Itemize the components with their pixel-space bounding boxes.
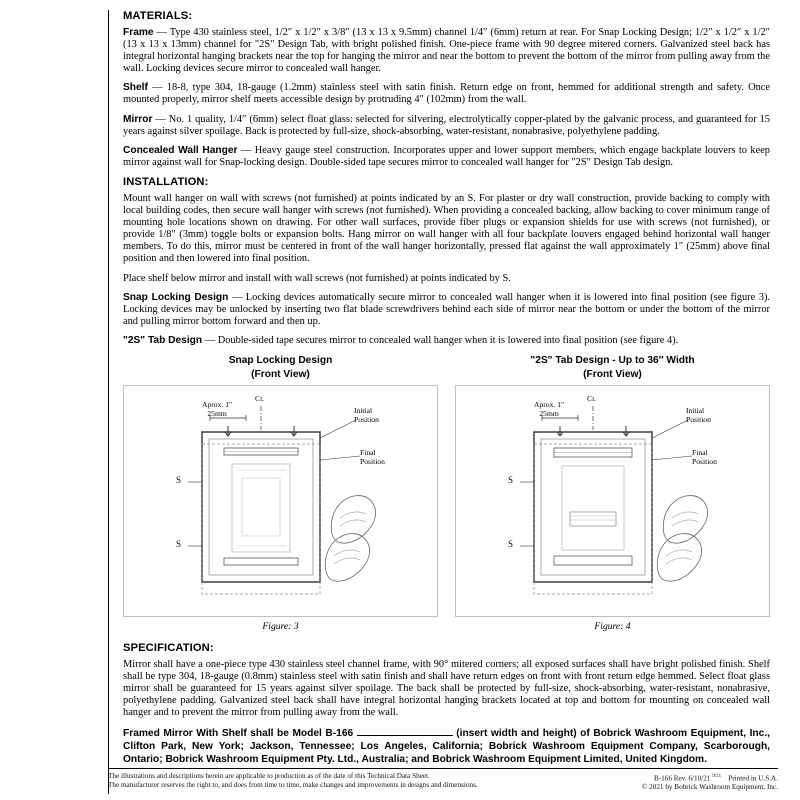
- materials-item-shelf-dash: —: [147, 82, 167, 94]
- footer-disclaimer-line-1: The illustrations and descriptions herein are applicable to production as of the date of this Technical Data Sheet.: [108, 771, 430, 780]
- figure-4-drawing: [455, 385, 770, 617]
- installation-item-snap-locking-text: Locking devices automatically secure mirror to concealed wall hanger when it is lowered into final position (see figure 3). Locking devices may be unlocked by inserting two flat blade screwdrivers behind each side of mirror near the bottom or under the bottom of the mirror and pulling mirror bottom forward and then up.: [123, 291, 771, 327]
- specification-model-blank: [357, 726, 453, 736]
- installation-heading: INSTALLATION:: [123, 175, 209, 188]
- installation-paragraph-2: Place shelf below mirror and install with wall screws (not furnished) at points indicated by S.: [123, 272, 511, 284]
- footer-disclaimer: [108, 772, 523, 792]
- installation-item-2s-tab-label: "2S" Tab Design: [123, 334, 203, 346]
- figures-row: [123, 355, 770, 632]
- footer-copyright: © 2021 by Bobrick Washroom Equipment, Inc.: [641, 783, 778, 791]
- materials-item-frame-dash: —: [153, 27, 170, 38]
- installation-item-2s-tab-text: Double-sided tape secures mirror to concealed wall hanger when it is lowered into final position (see figure 4).: [217, 334, 679, 346]
- figure-4-subtitle: (Front View): [583, 368, 642, 380]
- figure-3-block: [123, 355, 438, 632]
- materials-item-frame-text: Type 430 stainless steel, 1/2″ x 1/2″ x 3/8″ (13 x 13 x 9.5mm) channel 1/4″ (6mm) return at rear. For Snap Locking Design; 1/2″ x 1/2″ x 1/2″ (13 x 13 x 13mm) channel for "2S" Design Tab, with bright polished finish. One-piece frame with 90 degree mitered corners. Galvanized steel back has integral horizontal hanging brackets near the top for hanging the mirror and near the bottom to prevent the bottom of the mirror from pulling away from the wall. Locking devices secure mirror to concealed wall hanger.: [123, 27, 770, 75]
- installation-item-2s-tab-dash: —: [202, 334, 218, 346]
- figure-3-caption: Figure: 3: [262, 620, 299, 632]
- installation-paragraph-1: Mount wall hanger on wall with screws (not furnished) at points indicated by an S. For plaster or dry wall construction, provide backing to comply with local building codes, then secure wall hanger with screws (not furnished). When providing a concealed backing, allow backing to cover minimum range of mounting hole locations shown on drawing. For other wall surfaces, provide fiber plugs or expansion shields for use with screws (not furnished), or provide 1/8″ (3mm) toggle bolts or expansion bolts. Hang mirror on wall hanger with all four backplate louvers engaged behind horizontal wall hanger members. To do this, mirror must be centered in front of the wall hanger horizontally, pressed flat against the wall approximately 1″ (25mm) above final position and then lowered into final position.: [123, 192, 770, 265]
- figure-3-subtitle: (Front View): [251, 368, 310, 380]
- specification-model-statement: [123, 726, 770, 766]
- materials-item-shelf: [123, 82, 770, 106]
- specification-model-text-b: (insert width and height) of Bobrick Washroom Equipment, Inc., Clifton Park, New York; Jackson, Tennessee; Los Angeles, California; Bobrick Washroom Equipment Company, Scarborough, Ontario; Bobrick Washroom Equipment Pty. Ltd., Australia; and Bobrick Washroom Equipment Limited, United Kingdom.: [123, 728, 770, 765]
- materials-item-mirror-label: Mirror: [123, 113, 153, 125]
- footer-revision: [537, 772, 778, 792]
- figure-4-s-bottom-label: S: [508, 538, 514, 549]
- figure-4-initial-position-label: Initial Position: [686, 405, 711, 424]
- figure-4-svg: [456, 386, 769, 616]
- figure-3-initial-position-label: Initial Position: [354, 405, 379, 424]
- figure-3-drawing: [123, 385, 438, 617]
- figure-4-title: "2S" Tab Design - Up to 36″ Width: [530, 354, 695, 366]
- footer-disclaimer-line-2: The manufacturer reserves the right to, and does from time to time, make changes and improvements in designs and dimensions.: [108, 780, 478, 789]
- footer-revision-line: [537, 772, 778, 783]
- installation-item-snap-locking-label: Snap Locking Design: [123, 291, 229, 303]
- materials-item-shelf-label: Shelf: [123, 82, 148, 94]
- materials-item-wall-hanger-text: Heavy gauge steel construction. Incorporates upper and lower support members, which engage backplate louvers to keep mirror against wall for Snap-locking design. Double-sided tape secures mirror to concealed wall hanger for "2S" Design Tab design.: [123, 144, 771, 168]
- installation-item-snap-locking: [123, 292, 770, 328]
- figure-3-final-position-label: Final Position: [360, 447, 385, 466]
- figure-4-final-position-label: Final Position: [692, 447, 717, 466]
- figure-4-centerline-label: CL: [587, 393, 596, 403]
- footer-revision-code: B-166 Rev. 6/10/21: [653, 774, 713, 782]
- figure-3-s-bottom-label: S: [176, 538, 182, 549]
- figure-3-centerline-label: CL: [255, 393, 264, 403]
- figure-3-approx-label: Aprox. 1″ 25mm: [202, 399, 233, 418]
- footer-printed-in: Printed in U.S.A.: [728, 774, 778, 782]
- materials-item-wall-hanger-label: Concealed Wall Hanger: [123, 144, 238, 156]
- figure-3-title: Snap Locking Design: [228, 354, 333, 366]
- materials-item-mirror: [123, 114, 770, 138]
- specification-model-text-a: Framed Mirror With Shelf shall be Model B-166: [123, 728, 357, 740]
- materials-item-mirror-text: No. 1 quality, 1/4″ (6mm) select float glass: selected for silvering, electrolytically copper-plated by the galvanic process, and guaranteed for 15 years against silver spoilage. Back is protected by full-size, shock-absorbing, water-resistant, nonabrasive, polyethylene padding.: [123, 113, 770, 137]
- installation-item-snap-locking-dash: —: [228, 291, 246, 303]
- materials-item-frame: [123, 27, 770, 75]
- figure-3-svg: [124, 386, 437, 616]
- materials-item-wall-hanger-dash: —: [237, 144, 255, 156]
- materials-heading: MATERIALS:: [123, 10, 193, 22]
- figure-4-caption: Figure: 4: [594, 620, 631, 632]
- materials-item-mirror-dash: —: [152, 113, 169, 125]
- figure-3-s-top-label: S: [176, 474, 182, 485]
- page-content: [108, 10, 780, 794]
- materials-item-shelf-text: 18-8, type 304, 18-gauge (1.2mm) stainless steel with satin finish. Return edge on front, hemmed for additional strength and safety. Once mounted properly, mirror shelf meets accessible design by protruding 4″ (102mm) from the wall.: [123, 82, 770, 106]
- installation-item-2s-tab: [123, 335, 770, 347]
- materials-item-wall-hanger: [123, 145, 770, 169]
- footer-revision-superscript: 9/21: [712, 773, 722, 779]
- specification-paragraph: Mirror shall have a one-piece type 430 stainless steel channel frame, with 90° mitered corners; all exposed surfaces shall have bright polished finish. Shelf shall be type 304, 18-gauge (0.8mm) stainless steel with satin finish and shall have return edges on front with front return edge hemmed. Select float glass mirror shall be guaranteed for 15 years against silver spoilage. The back shall be protected by full-size, shock-absorbing, water-resistant, nonabrasive, polyethylene padding. Galvanized steel back shall have integral horizontal hanging brackets located at top and bottom for mounting on concealed wall hanger and to prevent the mirror from pulling away from the wall.: [123, 658, 770, 719]
- figure-4-s-top-label: S: [508, 474, 514, 485]
- figure-4-block: [455, 355, 770, 632]
- figure-4-approx-label: Aprox. 1″ 25mm: [534, 399, 565, 418]
- materials-item-frame-label: Frame: [123, 27, 154, 38]
- page-footer: [108, 768, 778, 792]
- specification-heading: SPECIFICATION:: [123, 641, 214, 654]
